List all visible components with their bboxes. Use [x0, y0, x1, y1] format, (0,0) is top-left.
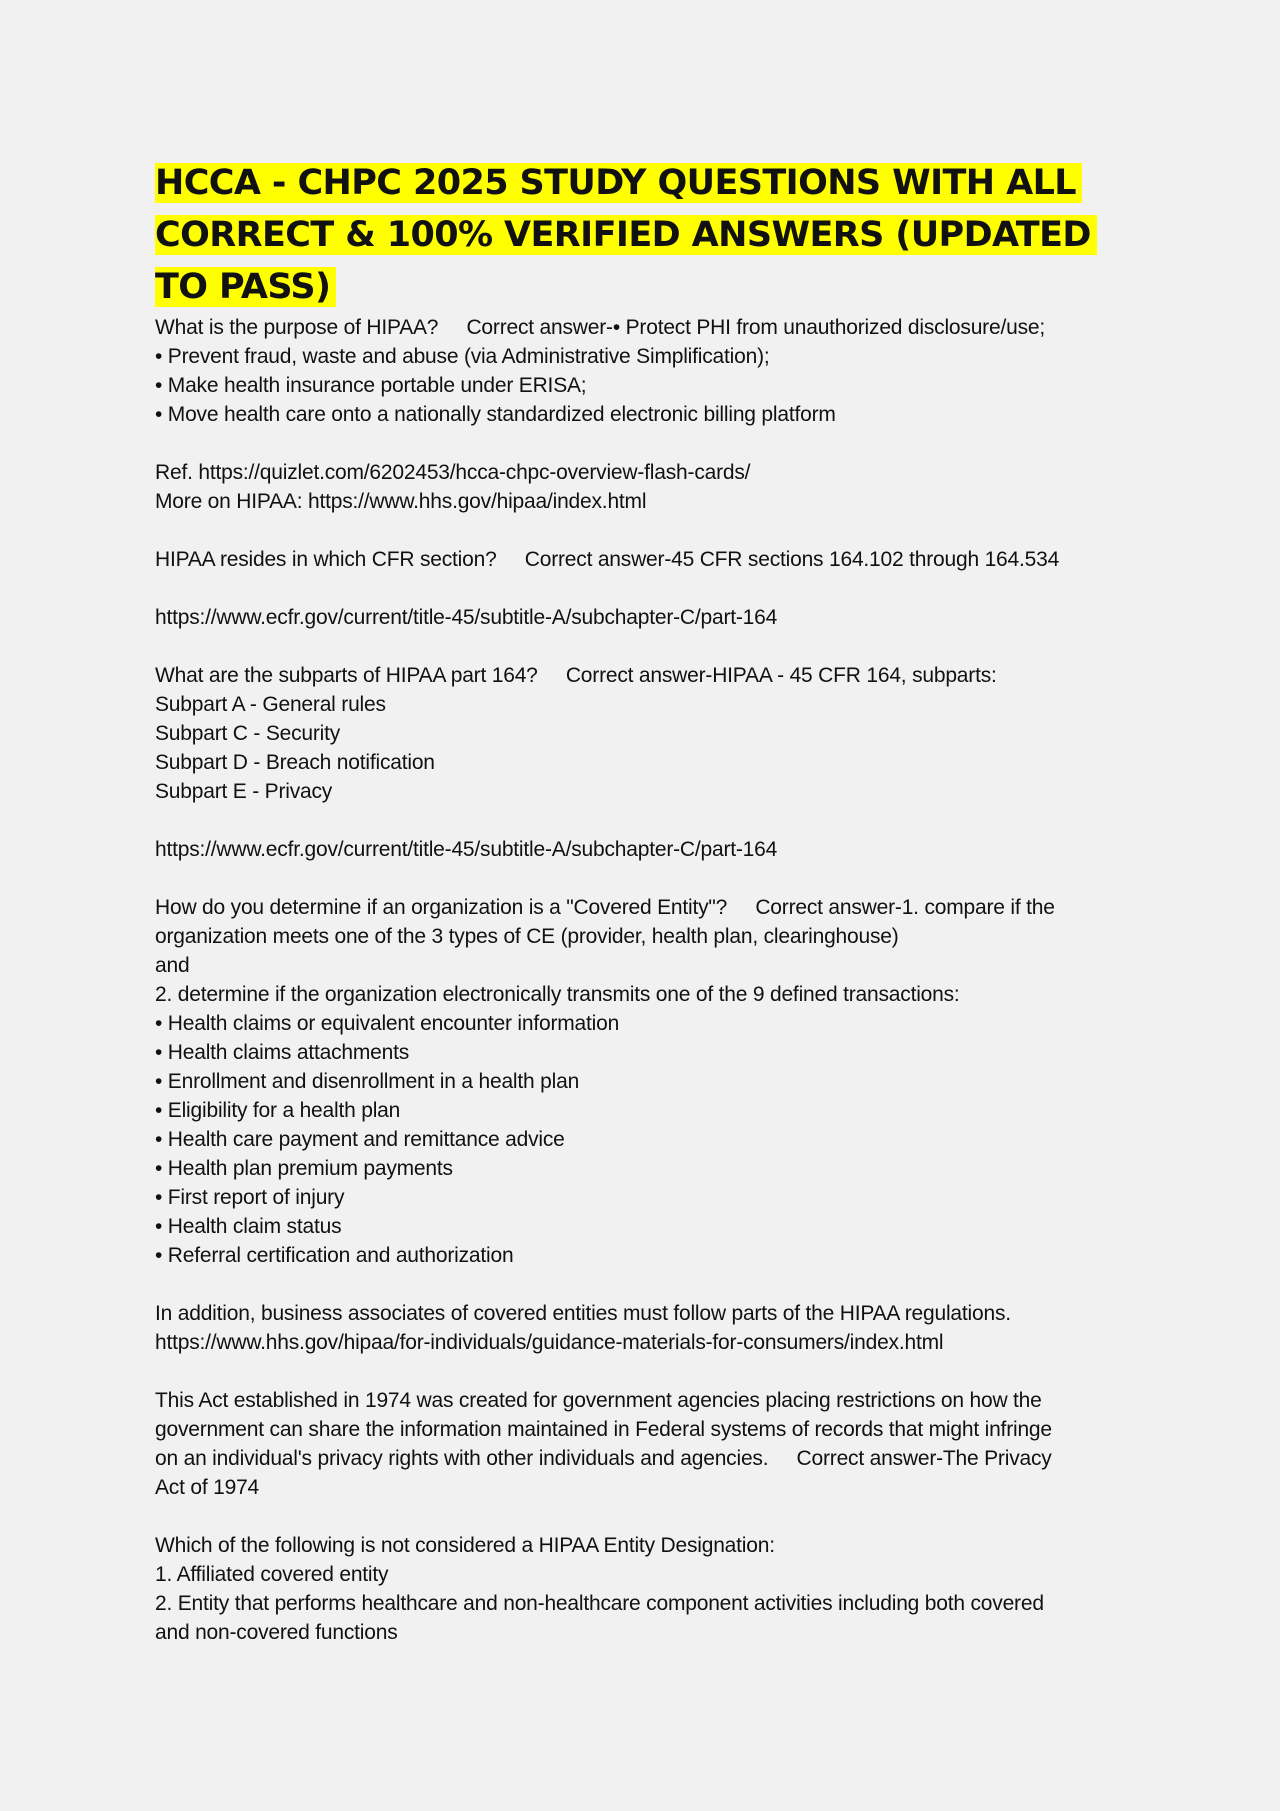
- text-line: government can share the information maintained in Federal systems of records that might infringe: [155, 1418, 1052, 1441]
- blank-line: [155, 1357, 1115, 1386]
- blank-line: [155, 574, 1115, 603]
- document-body: [155, 313, 1115, 1647]
- text-line: HIPAA resides in which CFR section? Correct answer-45 CFR sections 164.102 through 164.534: [155, 548, 1060, 571]
- text-line: What are the subparts of HIPAA part 164? Correct answer-HIPAA - 45 CFR 164, subparts:: [155, 664, 997, 687]
- text-line: Subpart A - General rules: [155, 693, 386, 716]
- text-line: In addition, business associates of covered entities must follow parts of the HIPAA regulations.: [155, 1302, 1011, 1325]
- text-line: • Move health care onto a nationally standardized electronic billing platform: [155, 403, 836, 426]
- blank-line: [155, 1502, 1115, 1531]
- blank-line: [155, 864, 1115, 893]
- text-line: organization meets one of the 3 types of CE (provider, health plan, clearinghouse): [155, 925, 899, 948]
- text-line: and: [155, 954, 190, 977]
- text-line: • First report of injury: [155, 1186, 345, 1209]
- text-line: https://www.hhs.gov/hipaa/for-individuals/guidance-materials-for-consumers/index.html: [155, 1331, 944, 1354]
- text-line: and non-covered functions: [155, 1621, 398, 1644]
- text-line: • Enrollment and disenrollment in a health plan: [155, 1070, 580, 1093]
- document-page: [155, 157, 1115, 1647]
- text-line: on an individual's privacy rights with other individuals and agencies. Correct answer-The Privacy: [155, 1447, 1052, 1470]
- document-title: [155, 157, 1115, 313]
- text-line: • Make health insurance portable under ERISA;: [155, 374, 587, 397]
- blank-line: [155, 1270, 1115, 1299]
- text-line: • Prevent fraud, waste and abuse (via Administrative Simplification);: [155, 345, 770, 368]
- text-line: • Health claims attachments: [155, 1041, 410, 1064]
- text-line: What is the purpose of HIPAA? Correct answer-• Protect PHI from unauthorized disclosure/use;: [155, 316, 1045, 339]
- text-line: • Health claims or equivalent encounter information: [155, 1012, 620, 1035]
- blank-line: [155, 516, 1115, 545]
- blank-line: [155, 632, 1115, 661]
- text-line: 2. determine if the organization electronically transmits one of the 9 defined transactions:: [155, 983, 960, 1006]
- text-line: This Act established in 1974 was created for government agencies placing restrictions on how the: [155, 1389, 1042, 1412]
- text-line: • Referral certification and authorization: [155, 1244, 514, 1267]
- text-line: Subpart E - Privacy: [155, 780, 333, 803]
- blank-line: [155, 806, 1115, 835]
- text-line: https://www.ecfr.gov/current/title-45/subtitle-A/subchapter-C/part-164: [155, 838, 778, 861]
- document-title-text: HCCA - CHPC 2025 STUDY QUESTIONS WITH ALL CORRECT & 100% VERIFIED ANSWERS (UPDATED TO PASS): [155, 163, 1097, 307]
- text-line: Act of 1974: [155, 1476, 260, 1499]
- text-line: 1. Affiliated covered entity: [155, 1563, 389, 1586]
- text-line: • Eligibility for a health plan: [155, 1099, 401, 1122]
- text-line: Which of the following is not considered a HIPAA Entity Designation:: [155, 1534, 775, 1557]
- blank-line: [155, 429, 1115, 458]
- text-line: • Health care payment and remittance advice: [155, 1128, 565, 1151]
- text-line: Subpart D - Breach notification: [155, 751, 435, 774]
- text-line: 2. Entity that performs healthcare and non-healthcare component activities including both covered: [155, 1592, 1044, 1615]
- text-line: More on HIPAA: https://www.hhs.gov/hipaa/index.html: [155, 490, 647, 513]
- text-line: Ref. https://quizlet.com/6202453/hcca-chpc-overview-flash-cards/: [155, 461, 751, 484]
- text-line: How do you determine if an organization is a "Covered Entity"? Correct answer-1. compare if the: [155, 896, 1055, 919]
- text-line: • Health claim status: [155, 1215, 342, 1238]
- text-line: • Health plan premium payments: [155, 1157, 453, 1180]
- text-line: Subpart C - Security: [155, 722, 341, 745]
- text-line: https://www.ecfr.gov/current/title-45/subtitle-A/subchapter-C/part-164: [155, 606, 778, 629]
